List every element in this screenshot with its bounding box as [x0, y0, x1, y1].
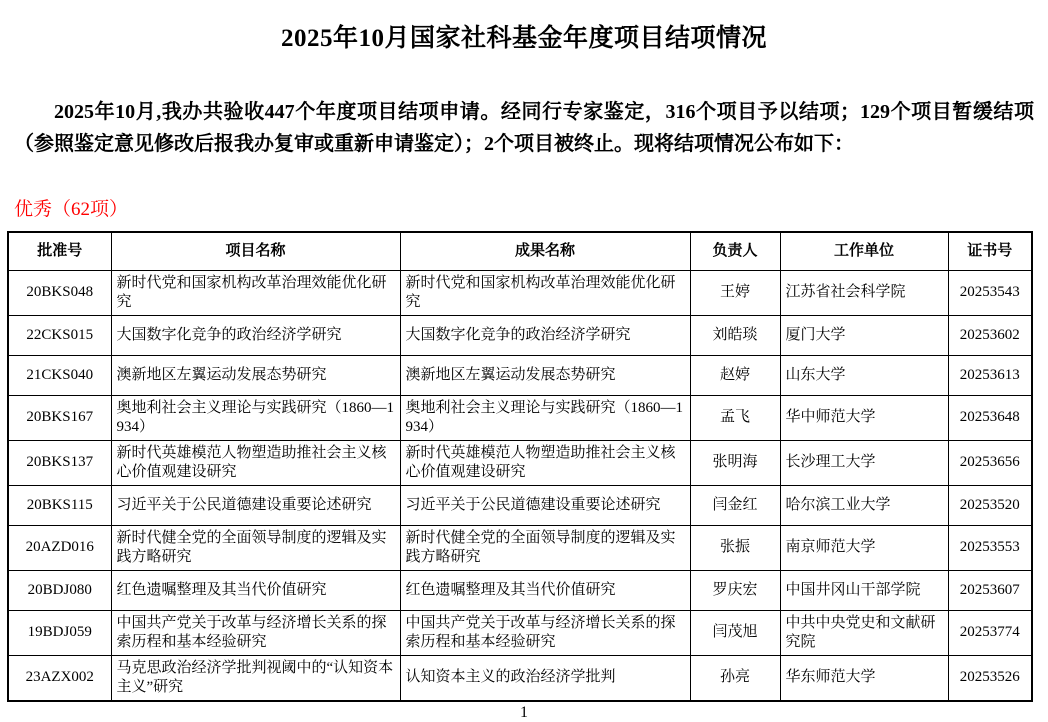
- table-cell: 中国共产党关于改革与经济增长关系的探索历程和基本经验研究: [400, 610, 690, 655]
- table-row: [8, 610, 1032, 655]
- table-cell: 19BDJ059: [8, 610, 111, 655]
- table-cell: 20BKS115: [8, 485, 111, 525]
- table-cell: 认知资本主义的政治经济学批判: [400, 655, 690, 701]
- table-cell: 山东大学: [780, 355, 948, 395]
- table-cell: 孙亮: [690, 655, 780, 701]
- table-cell: 哈尔滨工业大学: [780, 485, 948, 525]
- table-row: [8, 355, 1032, 395]
- column-header: 批准号: [8, 232, 111, 270]
- table-cell: 澳新地区左翼运动发展态势研究: [400, 355, 690, 395]
- table-cell: 20BKS167: [8, 395, 111, 440]
- table-row: [8, 315, 1032, 355]
- table-cell: 中共中央党史和文献研究院: [780, 610, 948, 655]
- results-table: [7, 231, 1033, 702]
- table-cell: 王婷: [690, 270, 780, 315]
- table-cell: 长沙理工大学: [780, 440, 948, 485]
- table-cell: 20AZD016: [8, 525, 111, 570]
- table-cell: 新时代健全党的全面领导制度的逻辑及实践方略研究: [400, 525, 690, 570]
- table-cell: 20253607: [948, 570, 1032, 610]
- column-header: 负责人: [690, 232, 780, 270]
- page-title: 2025年10月国家社科基金年度项目结项情况: [280, 25, 767, 52]
- table-cell: 澳新地区左翼运动发展态势研究: [111, 355, 400, 395]
- column-header: 证书号: [948, 232, 1032, 270]
- table-cell: 20BDJ080: [8, 570, 111, 610]
- table-cell: 华东师范大学: [780, 655, 948, 701]
- table-cell: 23AZX002: [8, 655, 111, 701]
- table-cell: 20253543: [948, 270, 1032, 315]
- column-header: 成果名称: [400, 232, 690, 270]
- table-cell: 赵婷: [690, 355, 780, 395]
- table-cell: 红色遗嘱整理及其当代价值研究: [111, 570, 400, 610]
- table-cell: 奥地利社会主义理论与实践研究（1860—1934）: [400, 395, 690, 440]
- table-cell: 江苏省社会科学院: [780, 270, 948, 315]
- table-cell: 20253774: [948, 610, 1032, 655]
- table-cell: 大国数字化竞争的政治经济学研究: [111, 315, 400, 355]
- table-row: [8, 395, 1032, 440]
- table-cell: 孟飞: [690, 395, 780, 440]
- page-number: 1: [520, 703, 528, 721]
- table-row: [8, 485, 1032, 525]
- table-cell: 20BKS048: [8, 270, 111, 315]
- table-cell: 张振: [690, 525, 780, 570]
- table-header-row: [8, 232, 1032, 270]
- section-label-excellent: 优秀（62项）: [14, 199, 129, 220]
- table-cell: 刘皓琰: [690, 315, 780, 355]
- table-cell: 20253526: [948, 655, 1032, 701]
- table-cell: 20BKS137: [8, 440, 111, 485]
- table-cell: 习近平关于公民道德建设重要论述研究: [400, 485, 690, 525]
- table-cell: 中国井冈山干部学院: [780, 570, 948, 610]
- table-cell: 21CKS040: [8, 355, 111, 395]
- table-cell: 中国共产党关于改革与经济增长关系的探索历程和基本经验研究: [111, 610, 400, 655]
- table-cell: 新时代英雄模范人物塑造助推社会主义核心价值观建设研究: [400, 440, 690, 485]
- table-cell: 张明海: [690, 440, 780, 485]
- table-row: [8, 440, 1032, 485]
- table-cell: 新时代党和国家机构改革治理效能优化研究: [400, 270, 690, 315]
- table-cell: 习近平关于公民道德建设重要论述研究: [111, 485, 400, 525]
- table-row: [8, 570, 1032, 610]
- table-cell: 20253613: [948, 355, 1032, 395]
- table-cell: 20253520: [948, 485, 1032, 525]
- table-cell: 22CKS015: [8, 315, 111, 355]
- intro-paragraph: 2025年10月,我办共验收447个年度项目结项申请。经同行专家鉴定，316个项目予以结项；129个项目暂缓结项（参照鉴定意见修改后报我办复审或重新申请鉴定）；2个项目被终止。现将结项情况公布如下：: [14, 101, 1034, 155]
- table-cell: 大国数字化竞争的政治经济学研究: [400, 315, 690, 355]
- table-cell: 红色遗嘱整理及其当代价值研究: [400, 570, 690, 610]
- table-cell: 奥地利社会主义理论与实践研究（1860—1934）: [111, 395, 400, 440]
- table-row: [8, 525, 1032, 570]
- table-body: [8, 270, 1032, 701]
- table-cell: 新时代党和国家机构改革治理效能优化研究: [111, 270, 400, 315]
- table-cell: 闫金红: [690, 485, 780, 525]
- table-cell: 闫茂旭: [690, 610, 780, 655]
- table-cell: 罗庆宏: [690, 570, 780, 610]
- table-cell: 新时代健全党的全面领导制度的逻辑及实践方略研究: [111, 525, 400, 570]
- table-cell: 马克思政治经济学批判视阈中的“认知资本主义”研究: [111, 655, 400, 701]
- table-cell: 新时代英雄模范人物塑造助推社会主义核心价值观建设研究: [111, 440, 400, 485]
- table-cell: 20253648: [948, 395, 1032, 440]
- table-cell: 20253656: [948, 440, 1032, 485]
- table-cell: 20253553: [948, 525, 1032, 570]
- table-cell: 华中师范大学: [780, 395, 948, 440]
- table-cell: 20253602: [948, 315, 1032, 355]
- table-cell: 南京师范大学: [780, 525, 948, 570]
- table-cell: 厦门大学: [780, 315, 948, 355]
- column-header: 项目名称: [111, 232, 400, 270]
- table-row: [8, 270, 1032, 315]
- column-header: 工作单位: [780, 232, 948, 270]
- table-row: [8, 655, 1032, 701]
